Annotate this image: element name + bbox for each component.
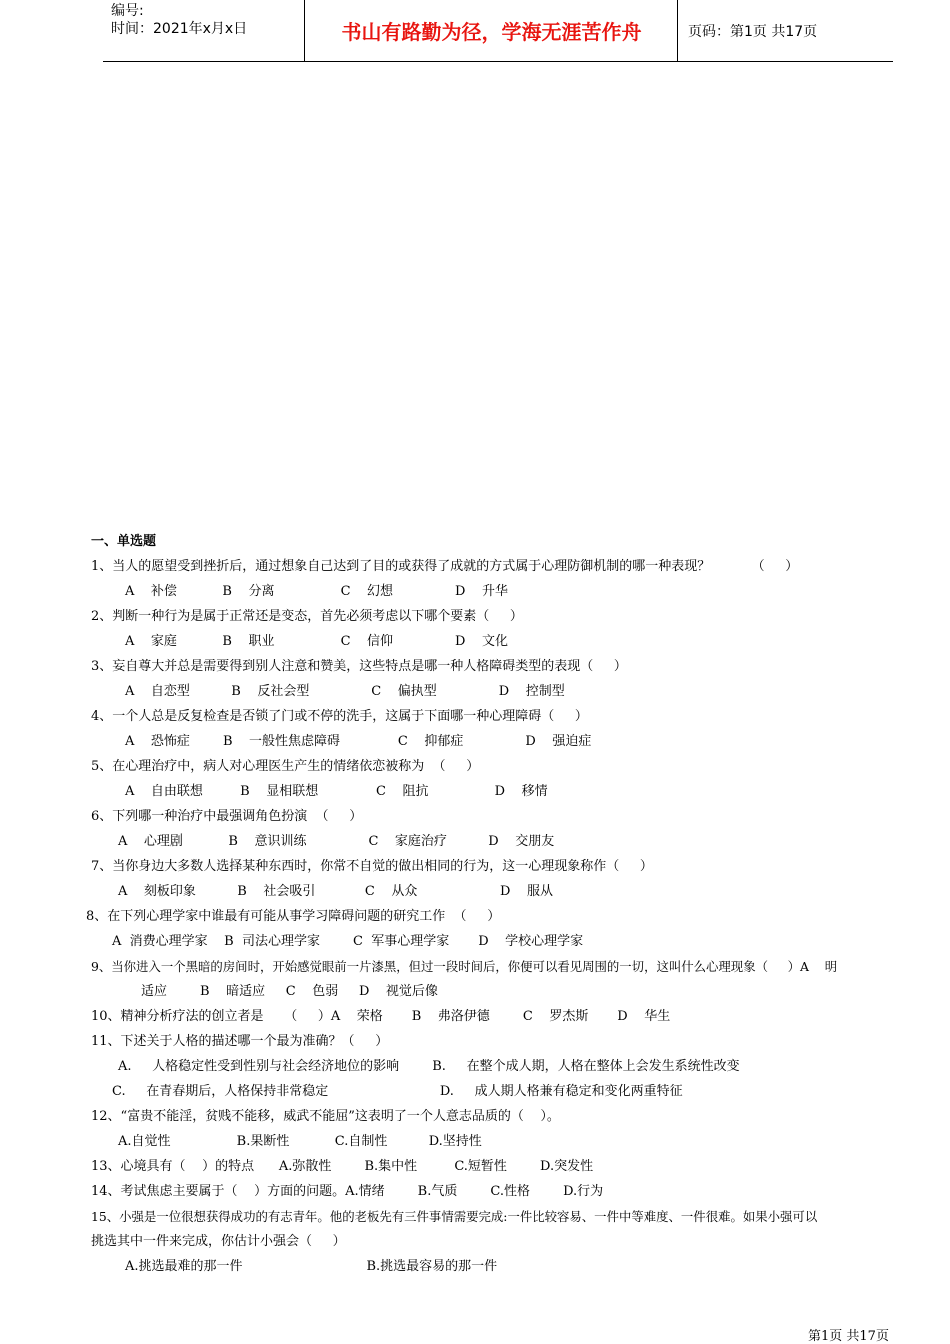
question-options: A.挑选最难的那一件 B.挑选最容易的那一件 (125, 1259, 498, 1274)
question-options: A 补偿 B 分离 C 幻想 D 升华 (125, 584, 508, 599)
header-page-label: 页码：第1页 共17页 (688, 23, 818, 40)
question-options: A 刻板印象 B 社会吸引 C 从众 D 服从 (118, 884, 553, 899)
question-text: 14、考试焦虑主要属于（ ）方面的问题。A.情绪 B.气质 C.性格 D.行为 (91, 1184, 604, 1199)
header-motto: 书山有路勤为径，学海无涯苦作舟 (341, 20, 642, 44)
question-text: 4、一个人总是反复检查是否锁了门或不停的洗手，这属于下面哪一种心理障碍（ ） (91, 709, 588, 724)
question-options: 适应 B 暗适应 C 色弱 D 视觉后像 (141, 984, 438, 999)
question-text: 7、当你身边大多数人选择某种东西时，你常不自觉的做出相同的行为，这一心理现象称作（ ） (91, 859, 653, 874)
number-label: 编号: (111, 3, 144, 19)
question-text: 12、“富贵不能淫，贫贱不能移，威武不能屈”这表明了一个人意志品质的（ ）。 (91, 1109, 560, 1124)
question-text: 挑选其中一件来完成，你估计小强会（ ） (91, 1234, 346, 1249)
question-text: 8、在下列心理学家中谁最有可能从事学习障碍问题的研究工作 （ ） (86, 909, 501, 924)
page-header (103, 0, 893, 62)
question-options: A 消费心理学家 B 司法心理学家 C 军事心理学家 D 学校心理学家 (112, 934, 584, 949)
page-footer: 第1页 共17页 (808, 1329, 889, 1344)
question-text: 9、当你进入一个黑暗的房间时，开始感觉眼前一片漆黑，但过一段时间后，你便可以看见周围的一切，这叫什么心理现象（ ）A 明 (91, 959, 838, 974)
question-text: 1、当人的愿望受到挫折后，通过想象自己达到了目的或获得了成就的方式属于心理防御机制的哪一种表现？ （ ） (91, 559, 799, 574)
question-options: A 恐怖症 B 一般性焦虑障碍 C 抑郁症 D 强迫症 (125, 734, 592, 749)
question-text: 3、妄自尊大并总是需要得到别人注意和赞美，这些特点是哪一种人格障碍类型的表现（ ） (91, 659, 627, 674)
header-divider (677, 0, 678, 61)
question-text: 5、在心理治疗中，病人对心理医生产生的情绪依恋被称为 （ ） (91, 759, 480, 774)
question-options: A 家庭 B 职业 C 信仰 D 文化 (125, 634, 508, 649)
section-title: 一、单选题 (91, 534, 157, 549)
question-options: A 自由联想 B 显相联想 C 阻抗 D 移情 (125, 784, 548, 799)
header-meta (111, 2, 247, 38)
question-text: 11、下述关于人格的描述哪一个最为准确？（ ） (91, 1034, 389, 1049)
question-options: A. 人格稳定性受到性别与社会经济地位的影响 B. 在整个成人期，人格在整体上会发生系统性改变 (118, 1059, 740, 1074)
question-options: A 自恋型 B 反社会型 C 偏执型 D 控制型 (125, 684, 565, 699)
question-options: A.自觉性 B.果断性 C.自制性 D.坚持性 (118, 1134, 482, 1149)
question-text: 2、判断一种行为是属于正常还是变态，首先必须考虑以下哪个要素（ ） (91, 609, 523, 624)
question-options: C. 在青春期后，人格保持非常稳定 D. 成人期人格兼有稳定和变化两重特征 (112, 1084, 683, 1099)
question-options: A 心理剧 B 意识训练 C 家庭治疗 D 交朋友 (118, 834, 555, 849)
question-text: 15、小强是一位很想获得成功的有志青年。他的老板先有三件事情需要完成:一件比较容易、一件中等难度、一件很难。如果小强可以 (91, 1209, 818, 1224)
question-text: 6、下列哪一种治疗中最强调角色扮演 （ ） (91, 809, 363, 824)
question-text: 13、心境具有（ ）的特点 A.弥散性 B.集中性 C.短暂性 D.突发性 (91, 1159, 594, 1174)
time-label: 时间：2021年x月x日 (111, 21, 248, 37)
question-text: 10、精神分析疗法的创立者是 （ ）A 荣格 B 弗洛伊德 C 罗杰斯 D 华生 (91, 1009, 671, 1024)
